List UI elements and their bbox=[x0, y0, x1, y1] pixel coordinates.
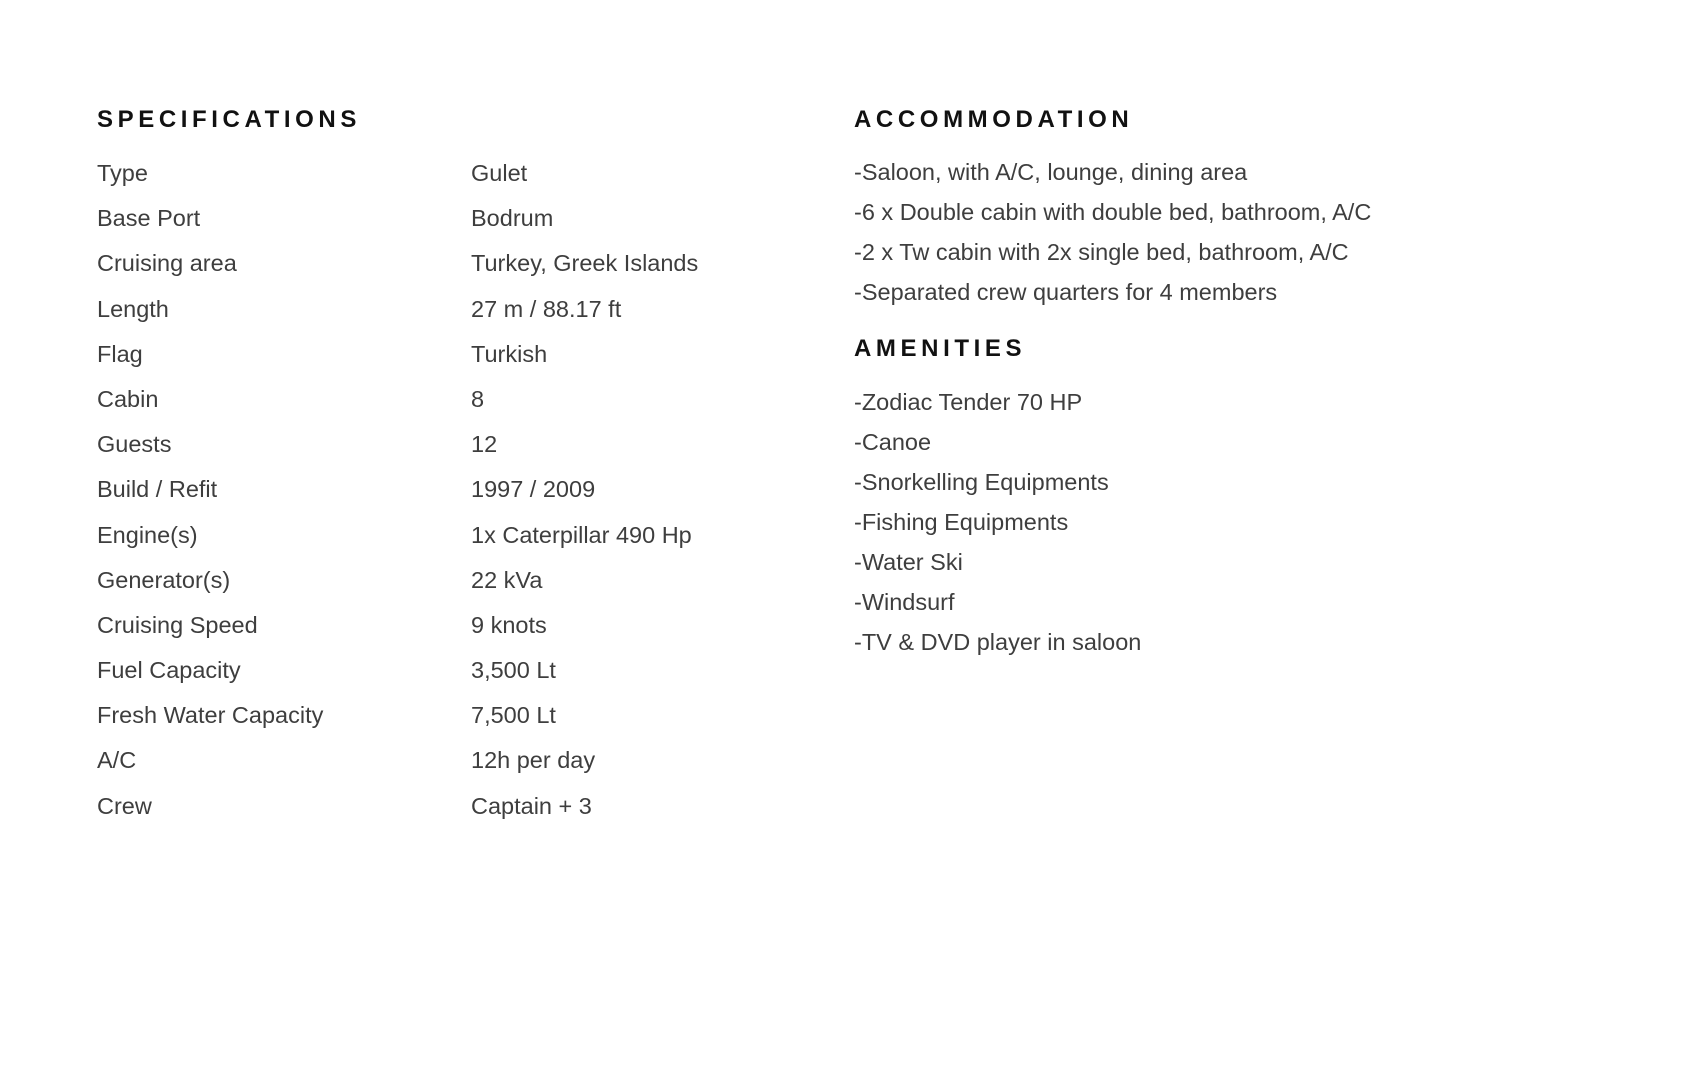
spec-row-guests bbox=[97, 424, 737, 469]
spec-label: Base Port bbox=[97, 205, 201, 232]
amenity-item: -Zodiac Tender 70 HP bbox=[854, 389, 1083, 415]
spec-row-generators bbox=[97, 560, 737, 605]
spec-value: Turkey, Greek Islands bbox=[471, 250, 699, 277]
spec-value: 3,500 Lt bbox=[471, 657, 556, 684]
spec-value: 12h per day bbox=[471, 747, 596, 774]
spec-label: Guests bbox=[97, 431, 172, 458]
spec-label: Crew bbox=[97, 792, 152, 819]
spec-label: Generator(s) bbox=[97, 566, 231, 593]
spec-row-type bbox=[97, 153, 737, 198]
spec-row-crew bbox=[97, 786, 737, 831]
accommodation-item: -Separated crew quarters for 4 members bbox=[854, 279, 1278, 305]
spec-row-flag bbox=[97, 334, 737, 379]
spec-row-cabin bbox=[97, 379, 737, 424]
spec-value: 9 knots bbox=[471, 611, 547, 638]
spec-row-build-refit bbox=[97, 469, 737, 514]
spec-label: Cruising area bbox=[97, 250, 237, 277]
amenity-item: -Windsurf bbox=[854, 589, 955, 615]
spec-value: 1997 / 2009 bbox=[471, 476, 596, 503]
amenities-heading: AMENITIES bbox=[854, 335, 1027, 362]
spec-value: 7,500 Lt bbox=[471, 702, 556, 729]
spec-label: Fuel Capacity bbox=[97, 657, 241, 684]
spec-value: 27 m / 88.17 ft bbox=[471, 295, 622, 322]
spec-label: Length bbox=[97, 295, 169, 322]
amenity-item: -Fishing Equipments bbox=[854, 509, 1069, 535]
spec-label: Engine(s) bbox=[97, 521, 198, 548]
spec-row-fresh-water-capacity bbox=[97, 695, 737, 740]
spec-label: Fresh Water Capacity bbox=[97, 702, 324, 729]
spec-value: Bodrum bbox=[471, 205, 554, 232]
spec-label: Cruising Speed bbox=[97, 611, 258, 638]
spec-row-base-port bbox=[97, 198, 737, 243]
spec-row-fuel-capacity bbox=[97, 650, 737, 695]
accommodation-item: -6 x Double cabin with double bed, bathroom, A/C bbox=[854, 199, 1372, 225]
accommodation-item: -2 x Tw cabin with 2x single bed, bathroom, A/C bbox=[854, 239, 1349, 265]
spec-row-ac bbox=[97, 740, 737, 785]
spec-value: Captain + 3 bbox=[471, 792, 592, 819]
accommodation-list bbox=[854, 152, 1371, 312]
spec-value: 1x Caterpillar 490 Hp bbox=[471, 521, 692, 548]
spec-row-cruising-area bbox=[97, 243, 737, 288]
amenity-item: -TV & DVD player in saloon bbox=[854, 629, 1142, 655]
accommodation-item: -Saloon, with A/C, lounge, dining area bbox=[854, 159, 1248, 185]
spec-label: Type bbox=[97, 160, 148, 186]
spec-label: Build / Refit bbox=[97, 476, 218, 503]
spec-row-engines bbox=[97, 515, 737, 560]
accommodation-heading: ACCOMMODATION bbox=[854, 106, 1134, 133]
specifications-heading: SPECIFICATIONS bbox=[97, 106, 361, 133]
amenity-item: -Snorkelling Equipments bbox=[854, 469, 1109, 495]
spec-value: 12 bbox=[471, 431, 498, 458]
spec-row-cruising-speed bbox=[97, 605, 737, 650]
amenity-item: -Water Ski bbox=[854, 549, 963, 575]
spec-label: Cabin bbox=[97, 385, 159, 412]
specifications-table bbox=[97, 153, 737, 831]
amenities-list bbox=[854, 382, 1141, 662]
spec-label: A/C bbox=[97, 747, 137, 774]
spec-label: Flag bbox=[97, 340, 143, 367]
spec-value: Gulet bbox=[471, 160, 528, 186]
spec-value: 22 kVa bbox=[471, 566, 543, 593]
spec-value: Turkish bbox=[471, 340, 548, 367]
amenity-item: -Canoe bbox=[854, 429, 932, 455]
spec-row-length bbox=[97, 289, 737, 334]
spec-value: 8 bbox=[471, 385, 485, 412]
